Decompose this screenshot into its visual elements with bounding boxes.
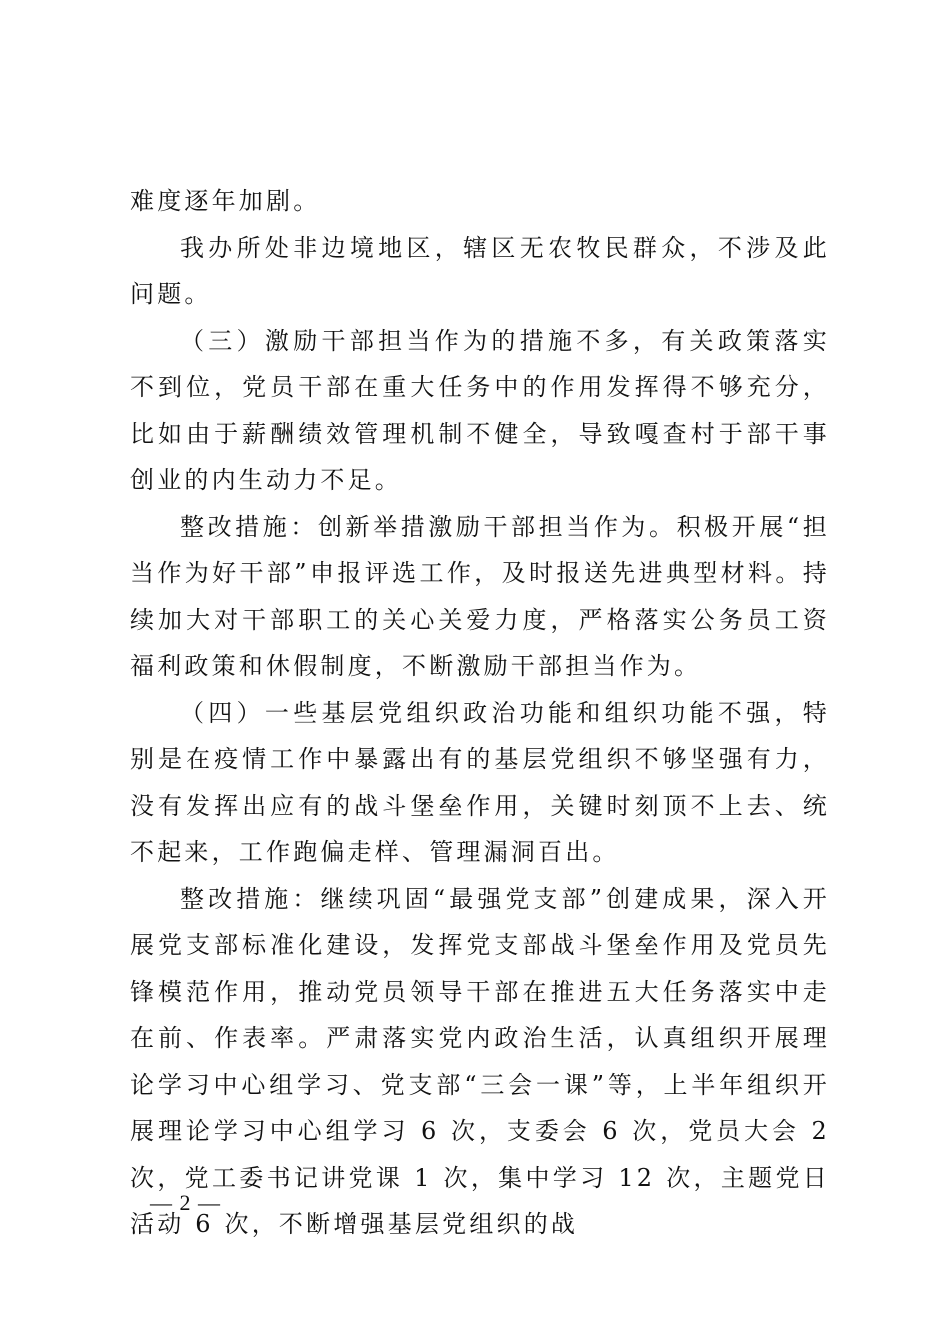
document-body (130, 178, 830, 1248)
paragraph-continuation: 难度逐年加剧。 (130, 187, 321, 215)
paragraph-measures-four: 整改措施：继续巩固“最强党支部”创建成果，深入开展党支部标准化建设，发挥党支部战斗堡垒作用及党员先锋模范作用，推动党员领导干部在推进五大任务落实中走在前、作表率。严肃落实党内政治生活，认真组织开展理论学习中心组学习、党支部“三会一课”等，上半年组织开展理论学习中心组学习 6 次，支委会 6 次，党员大会 2 次，党工委书记讲党课 1 次，集中学习 12 次，主题党日活动 6 次，不断增强基层党组织的战 (130, 884, 830, 1238)
paragraph-issue-three: （三）激励干部担当作为的措施不多，有关政策落实不到位，党员干部在重大任务中的作用发挥得不够充分，比如由于薪酬绩效管理机制不健全，导致嘎查村于部干事创业的内生动力不足。 (130, 326, 830, 494)
paragraph-issue-four: （四）一些基层党组织政治功能和组织功能不强，特别是在疫情工作中暴露出有的基层党组织不够坚强有力，没有发挥出应有的战斗堡垒作用，关键时刻顶不上去、统不起来，工作跑偏走样、管理漏洞百出。 (130, 698, 830, 866)
page-number: — 2 — (150, 1190, 221, 1215)
paragraph-border-area: 我办所处非边境地区，辖区无农牧民群众，不涉及此问题。 (130, 233, 830, 308)
paragraph-measures-three: 整改措施：创新举措激励干部担当作为。积极开展“担当作为好干部”申报评选工作，及时报送先进典型材料。持续加大对干部职工的关心关爱力度，严格落实公务员工资福利政策和休假制度，不断激励干部担当作为。 (130, 512, 830, 680)
